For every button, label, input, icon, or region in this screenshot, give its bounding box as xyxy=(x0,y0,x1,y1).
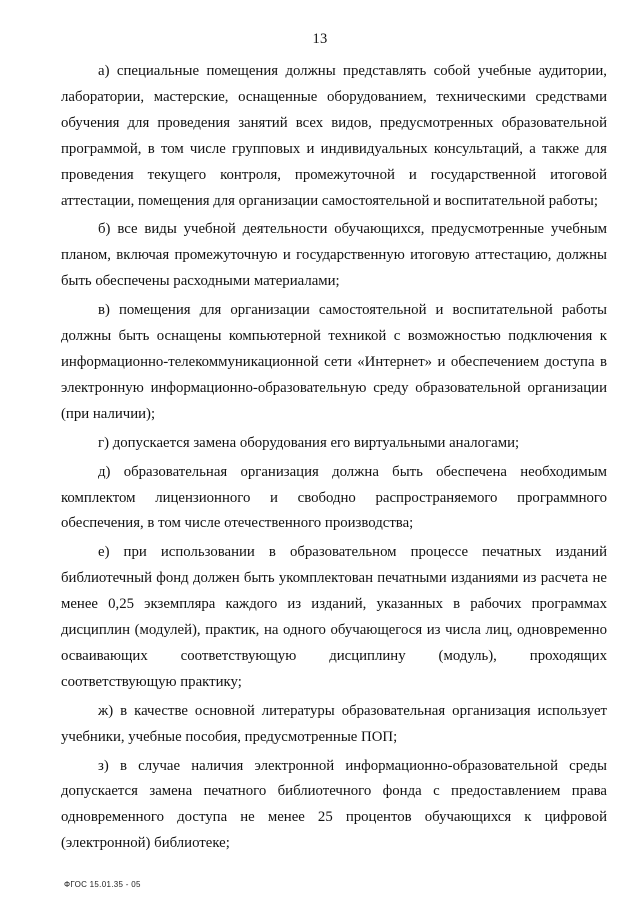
document-body xyxy=(61,59,607,860)
paragraph-b: б) все виды учебной деятельности обучающихся, предусмотренные учебным планом, включая промежуточную и государственную итоговую аттестацию, должны быть обеспечены расходными материалами; xyxy=(61,221,607,290)
document-code-footer: ФГОС 15.01.35 - 05 xyxy=(64,880,141,889)
page-number: 13 xyxy=(312,31,328,47)
paragraph-zh: ж) в качестве основной литературы образовательная организация использует учебники, учебные пособия, предусмотренные ПОП; xyxy=(61,702,607,745)
paragraph-a: а) специальные помещения должны представлять собой учебные аудитории, лаборатории, мастерские, оснащенные оборудованием, техническими средствами обучения для проведения занятий всех видов, предусмотренных образовательной программой, в том числе групповых и индивидуальных консультаций, а также для проведения текущего контроля, промежуточной и государственной итоговой аттестации, помещения для организации самостоятельной и воспитательной работы; xyxy=(61,63,607,209)
paragraph-g: г) допускается замена оборудования его виртуальными аналогами; xyxy=(98,434,520,451)
paragraph-v: в) помещения для организации самостоятельной и воспитательной работы должны быть оснащены компьютерной техникой с возможностью подключения к информационно-телекоммуникационной сети «Интернет» и обеспечением доступа в электронную информационно-образовательную среду образовательной организации (при наличии); xyxy=(61,302,607,422)
paragraph-d: д) образовательная организация должна быть обеспечена необходимым комплектом лицензионного и свободно распространяемого программного обеспечения, в том числе отечественного производства; xyxy=(61,463,607,532)
paragraph-z: з) в случае наличия электронной информационно-образовательной среды допускается замена печатного библиотечного фонда с предоставлением права одновременного доступа не менее 25 процентов обучающихся к цифровой (электронной) библиотеке; xyxy=(61,757,607,852)
paragraph-e: е) при использовании в образовательном процессе печатных изданий библиотечный фонд должен быть укомплектован печатными изданиями из расчета не менее 0,25 экземпляра каждого из изданий, указанных в рабочих программах дисциплин (модулей), практик, на одного обучающегося из числа лиц, одновременно осваивающих соответствующую дисциплину (модуль), проходящих соответствующую практику; xyxy=(61,544,607,690)
